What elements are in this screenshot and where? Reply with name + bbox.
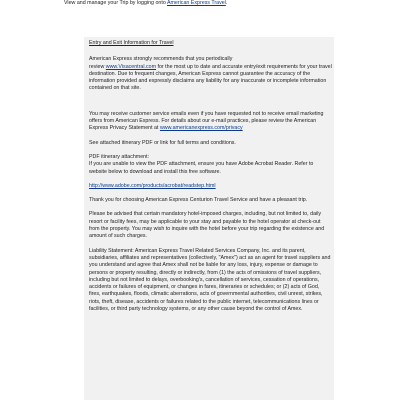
hotel-charges-paragraph: Please be advised that certain mandatory hotel-imposed charges, including, but not limited to, daily resort or facility fees, may be applicable to your stay and payable to the hotel operator at check-out from the property. You may wish to inquire with the hotel before your trip regarding the existence and amount of such charges. xyxy=(89,211,325,240)
advisory-line-a: American Express strongly recommends that you periodically xyxy=(89,56,233,63)
advisory-review-word: review xyxy=(89,63,106,70)
trip-management-text: View and manage your Trip by logging onto xyxy=(64,0,167,6)
advisory-line-b: for the most up to date and accurate entry/exit requirements for your travel destination. Due to frequent changes, American Express cannot guarantee the accuracy of the information provided and expressly disclaims any liability for any inaccurate or incomplete information contained on that site. xyxy=(89,63,332,92)
american-express-travel-link[interactable]: American Express Travel xyxy=(166,0,226,6)
liability-paragraph: Liability Statement: American Express Travel Related Services Company, Inc. and its parent, subsidiaries, affiliates and representatives (collectively, "Amex") act as an agent for travel suppliers and you understand and agree that Amex shall not be liable for any loss, injury, expense or damage to persons or property resulting, directly or indirectly, from (1) the acts of omissions of travel suppliers, including but not limited to delays, overbooking's, cancellation of services, cessation of operations, accidents or failures of equipment, or changes in fares, itineraries or schedules; or (2) acts of God, fires, earthquakes, floods, climatic aberrations, acts of governmental authorities, civil unrest, strikes, riots, theft, disease, accidents or failures related to the public internet, telecommunications lines or facilities, or third party technology systems, or any other cause beyond the control of Amex. xyxy=(89,247,331,313)
email-paragraph xyxy=(89,111,332,133)
email-body xyxy=(89,40,332,313)
itinerary-note: See attached itinerary PDF or link for full terms and conditions. xyxy=(89,139,236,146)
adobe-reader-link[interactable]: http://www.adobe.com/products/acrobat/readstep.html xyxy=(89,182,216,189)
section-heading: Entry and Exit Information for Travel xyxy=(89,40,174,46)
thanks-paragraph: Thank you for choosing American Express Centurion Travel Service and have a pleasant trip. xyxy=(89,197,308,204)
trip-management-period: . xyxy=(225,0,228,6)
trip-management-line xyxy=(64,0,364,7)
email-text: You may receive customer service emails even if you have requested not to receive email marketing offers from American Express. For details about our e-mail practices, please review the American Express Privacy Statement at xyxy=(89,110,324,132)
pdf-label: PDF itinerary attachment: xyxy=(89,153,150,160)
privacy-link[interactable]: www.americanexpress.com/privacy xyxy=(159,125,243,132)
pdf-text: If you are unable to view the PDF attachment, ensure you have Adobe Acrobat Reader. Refer to website below to download and install this free software. xyxy=(89,161,314,175)
pdf-paragraph xyxy=(89,154,332,176)
visacentral-link[interactable]: www.Visacentral.com xyxy=(105,63,157,70)
advisory-paragraph xyxy=(89,56,332,92)
